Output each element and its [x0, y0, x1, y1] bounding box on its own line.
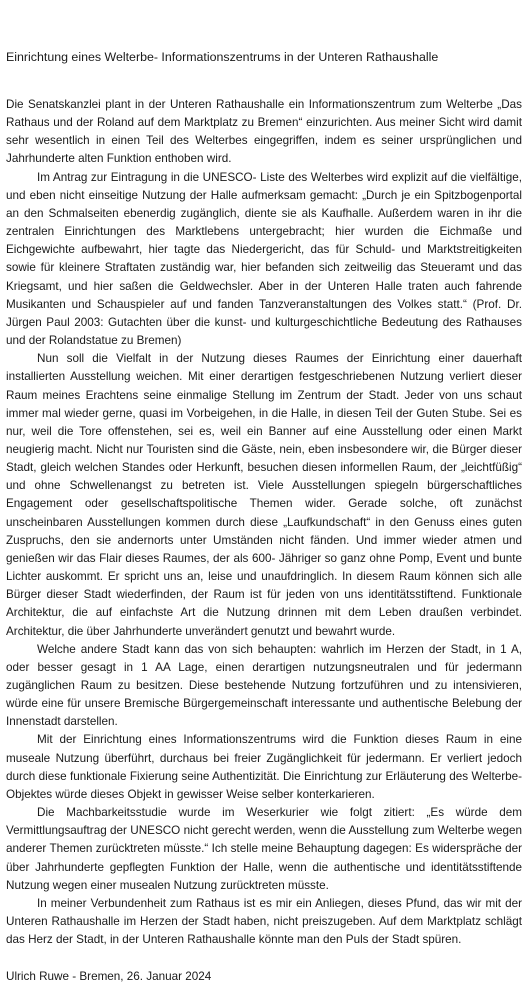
paragraph-4: Welche andere Stadt kann das von sich behaupten: wahrlich im Herzen der Stadt, in 1 A, oder besser gesagt in 1 AA Lage, einen derartigen nutzungsneutralen und für jedermann zugänglichen Raum zu besitzen. Diese bestehende Nutzung fortzuführen und zu intensivieren, würde eine für unsere Bremische Bürgergemeinschaft interessante und authentische Belebung der Innenstadt darstellen. — [6, 642, 522, 729]
document-body — [6, 96, 522, 949]
paragraph-5: Mit der Einrichtung eines Informationszentrums wird die Funktion dieses Raum in eine museale Nutzung überführt, durchaus bei freier Zugänglichkeit für jedermann. Er verliert jedoch durch diese funktionale Fixierung seine Authentizität. Die Einrichtung zur Erläuterung des Welterbe- Objektes würde dieses Objekt in gewisser Weise selber konterkarieren. — [6, 733, 522, 801]
paragraph-6: Die Machbarkeitsstudie wurde im Weserkurier wie folgt zitiert: „Es würde dem Vermittlungsauftrag der UNESCO nicht gerecht werden, wenn die Ausstellung zum Welterbe wegen anderer Themen zurücktreten müsste.“ Ich stelle meine Behauptung dagegen: Es widerspräche der über Jahrhunderte gepflegten Funktion der Halle, wenn die authentische und identitätsstiftende Nutzung wegen einer musealen Nutzung zurücktreten müsste. — [6, 806, 522, 892]
paragraph-3: Nun soll die Vielfalt in der Nutzung dieses Raumes der Einrichtung einer dauerhaft installierten Ausstellung weichen. Mit einer derartigen festgeschriebenen Nutzung verliert dieser Raum meines Erachtens seine einmalige Stellung im Zentrum der Stadt. Jeder von uns schaut immer mal wieder gerne, quasi im Vorbeigehen, in die Halle, in diesen Teil der Guten Stube. Sei es nur, weil die Tore offenstehen, sei es, weil ein Banner auf eine Ausstellung oder einen Markt neugierig macht. Nicht nur Touristen sind die Gäste, nein, eben insbesondere wir, die Bürger dieser Stadt, gleich welchen Standes oder Herkunft, besuchen diesen informellen Raum, der „leichtfüßig“ und ohne Schwellenangst zu betreten ist. Viele Ausstellungen spiegeln bürgerschaftliches Engagement oder gesellschaftspolitische Themen wider. Gerade solche, oft zunächst unscheinbaren Ausstellungen kommen durch diese „Laufkundschaft“ in den Genuss eines guten Zuspruchs, den sie andernorts unter Umständen nicht fänden. Und immer wieder atmen und genießen wir das Flair dieses Raumes, der als 600- Jähriger so ganz ohne Pomp, Event und bunte Lichter auskommt. Er spricht uns an, leise und unaufdringlich. In diesem Raum können sich alle Bürger dieser Stadt wiederfinden, der Raum ist für jeden von uns identitätsstiftend. Funktionale Architektur, die auf einfachste Art die Nutzung drinnen mit dem Leben draußen verbindet. Architektur, die über Jahrhunderte unverändert genutzt und bewahrt wurde. — [6, 352, 522, 638]
signature-line: Ulrich Ruwe - Bremen, 26. Januar 2024 — [6, 970, 212, 984]
paragraph-1: Die Senatskanzlei plant in der Unteren Rathaushalle ein Informationszentrum zum Welterbe „Das Rathaus und der Roland auf dem Marktplatz zu Bremen“ einzurichten. Aus meiner Sicht wird damit sehr wesentlich in einen Teil des Welterbes eingegriffen, indem es seiner ursprünglichen und Jahrhunderte alten Funktion enthoben wird. — [6, 98, 522, 166]
paragraph-2: Im Antrag zur Eintragung in die UNESCO- Liste des Welterbes wird explizit auf die vielfältige, und eben nicht einseitige Nutzung der Halle aufmerksam gemacht: „Durch je ein Spitzbogenportal an den Schmalseiten ebenerdig zugänglich, diente sie als Kaufhalle. Außerdem waren in ihr die zentralen Einrichtungen des Marktlebens untergebracht; hier wurden die Eichmaße und Eichgewichte aufbewahrt, hier tagte das Niedergericht, das für Schuld- und Marktstreitigkeiten sowie für kleinere Straftaten zuständig war, hier befanden sich zeitweilig das Steueramt und das Kriegsamt, und hier saßen die Geldwechsler. Aber in der Unteren Halle traten auch fahrende Musikanten und Schauspieler auf und fanden Tanzveranstaltungen des Volkes statt.“ (Prof. Dr. Jürgen Paul 2003: Gutachten über die kunst- und kulturgeschichtliche Bedeutung des Rathauses und der Rolandstatue zu Bremen) — [6, 170, 522, 348]
paragraph-7: In meiner Verbundenheit zum Rathaus ist es mir ein Anliegen, dieses Pfund, das wir mit der Unteren Rathaushalle im Herzen der Stadt haben, nicht preiszugeben. Auf dem Marktplatz schlägt das Herz der Stadt, in der Unteren Rathaushalle könnte man den Puls der Stadt spüren. — [6, 896, 522, 947]
document-title: Einrichtung eines Welterbe- Informationszentrums in der Unteren Rathaushalle — [6, 50, 439, 64]
document-page — [6, 48, 522, 987]
